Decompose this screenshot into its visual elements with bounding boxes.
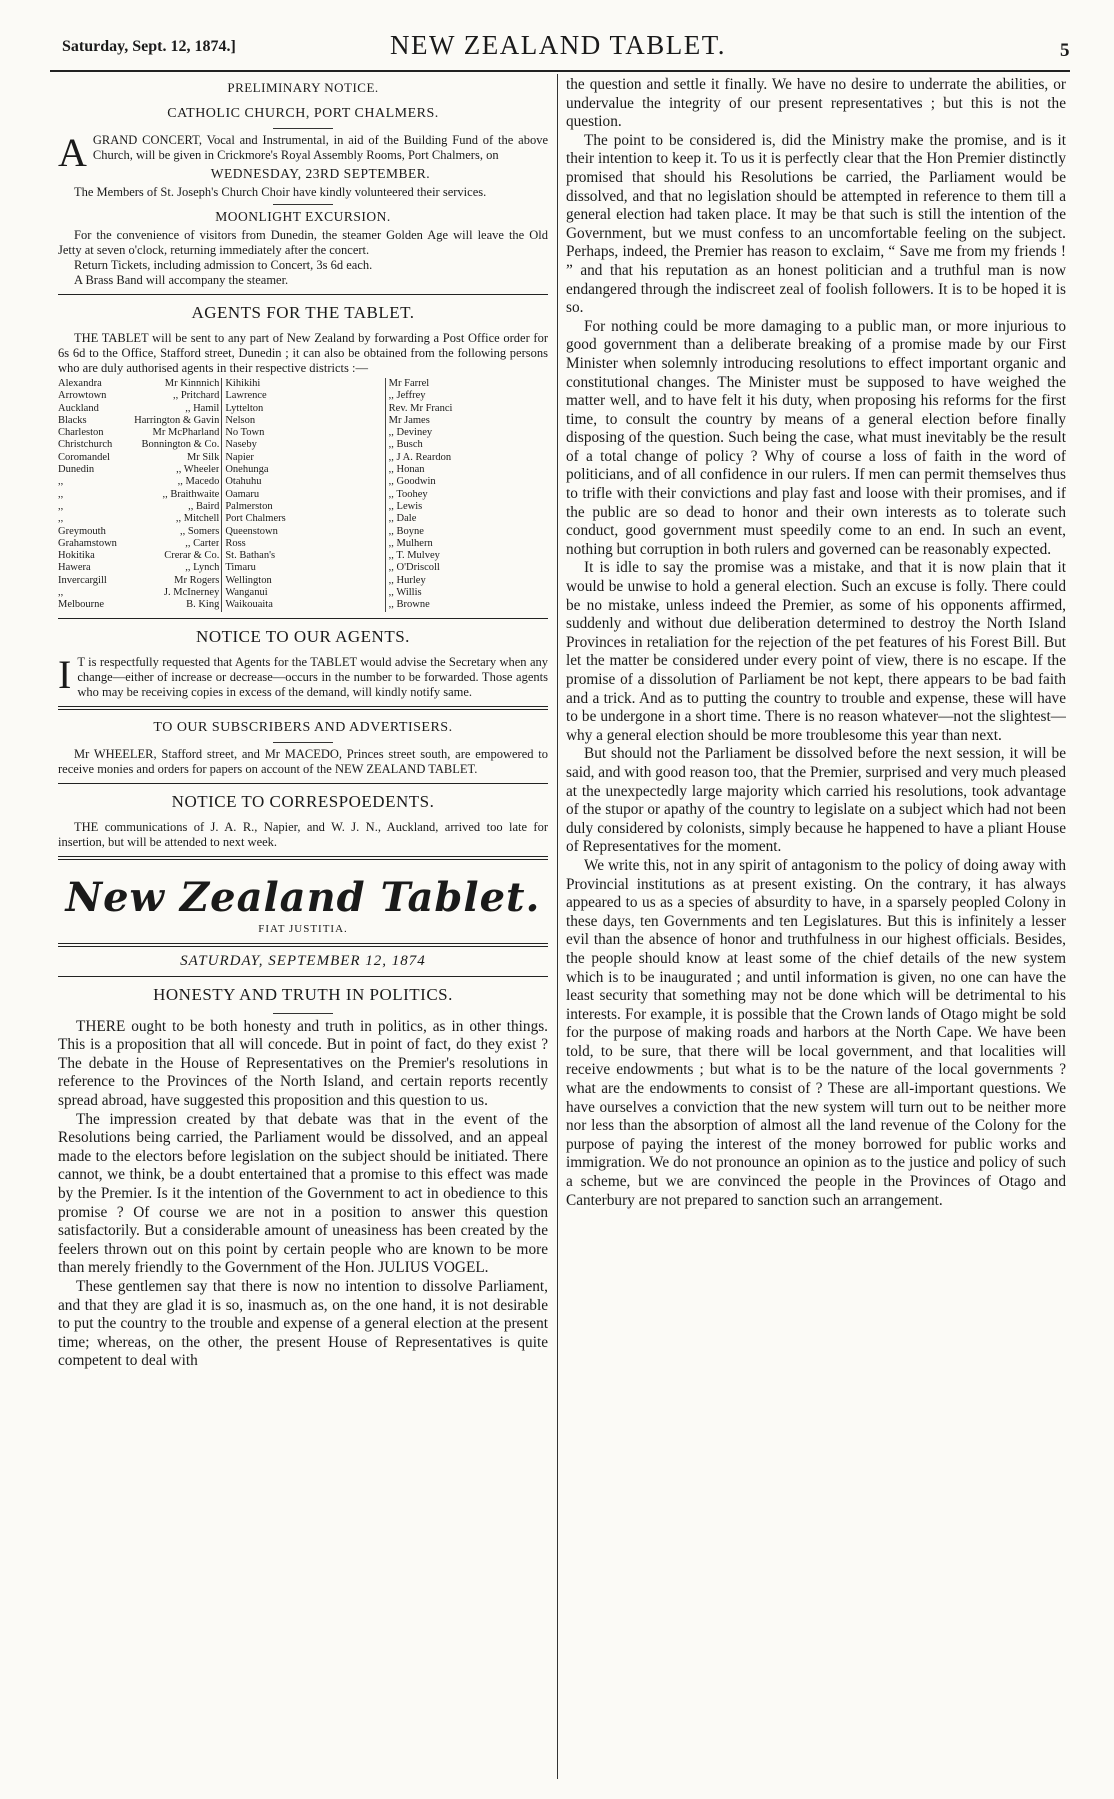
correspondents-title: NOTICE TO CORRESPOEDENTS. xyxy=(171,791,435,811)
agent-place: ,, Jeffrey xyxy=(388,390,426,402)
agent-place: ,, Browne xyxy=(388,599,430,611)
agent-place: Naseby xyxy=(225,439,257,451)
agent-row xyxy=(225,464,382,476)
agent-row xyxy=(225,415,382,427)
article-paragraph: For nothing could be more damaging to a public man, or more injurious to good government than a deliberate breaking of a promise made by our First Minister when solemnly introducing resolutions to effect important organic and constitutional changes. The Minister must be supposed to have weighed the matter well, and to have felt it his duty, when proposing his reforms for the first time, to consult the country by means of a general election before finally disposing of the question. Such being the case, what must inevitably be the result of a total change of policy ? Why of course a loss of faith in the word of politicians, and of all confidence in our rulers. If men can permit themselves thus to trifle with their convictions and play fast and loose with their promises, and if the public are so dead to honor and their own interests as to tolerate such conduct, good government must speedily come to an end. In such an event, nothing but corruption in both rulers and governed can be reasonably expected. xyxy=(566,317,1066,558)
agent-row xyxy=(58,575,219,587)
notice-agents-text: I T is respectfully requested that Agents for the TABLET would advise the Secretary when any change—either of increase or decrease—occurs in the number to be forwarded. Those agents who may be receiving copies in excess of the demand, will kindly notify same. xyxy=(58,651,548,699)
article-title: HONESTY AND TRUTH IN POLITICS. xyxy=(153,984,453,1004)
agent-place: Alexandra xyxy=(58,378,102,389)
agent-place: Kihikihi xyxy=(225,378,261,389)
agent-place: ,, xyxy=(58,587,64,599)
article-paragraph: It is idle to say the promise was a mistake, and that it is now plain that it would be unwise to hold a general election. Such an excuse is folly. There could be no mistake, unless indeed the Premier, as some of his opponents affirmed, suddenly and without due deliberation determined to destroy the North Island Provinces in retaliation for the rejection of the pet features of his Forest Bill. But let the matter be considered under every point of view, there is no escape. If the promise of a dissolution of Parliament be not kept, there appears to be bad faith and a trick. And as to putting the country to trouble and expense, these will have to be undergone in a short time. There is no reason whatever—not the slightest—why a general election should be more troublesome this year than next. xyxy=(566,559,1066,744)
left-column xyxy=(58,76,548,1776)
agent-row xyxy=(225,452,382,464)
agent-place: ,, Mulhern xyxy=(388,537,433,549)
agent-place: ,, Busch xyxy=(388,439,423,451)
agent-name: J. McInerney xyxy=(163,587,220,599)
agent-place: ,, J A. Reardon xyxy=(388,451,452,463)
correspondents-text: THE communications of J. A. R., Napier, and W. J. N., Auckland, arrived too late for insertion, but will be attended to next week. xyxy=(58,819,548,849)
divider xyxy=(58,783,548,784)
agent-place: Nelson xyxy=(225,414,256,426)
agent-row xyxy=(389,599,546,611)
agent-name: Bonnington & Co. xyxy=(141,439,220,451)
preliminary-notice-title: PRELIMINARY NOTICE. xyxy=(227,80,379,95)
agent-row xyxy=(58,439,219,451)
agent-name: Mr McPharland xyxy=(152,427,220,439)
motto: FIAT JUSTITIA. xyxy=(258,922,348,935)
article-paragraph: We write this, not in any spirit of antagonism to the policy of doing away with Provincial institutions as at present existing. On the contrary, it has always appeared to us as a species of absurdity to have, in a sparsely peopled Colony in these days, ten Governments and ten Legislatures. But this is infinitely a lesser evil than the absence of honor and truthfulness in our highest officials. Besides, the people should know at least some of the chief details of the new system which is to be inaugurated ; and until information is given, no one can have the least security that something may not be done which will be detrimental to his interests. For example, it is possible that the Crown lands of Otago might be sold for the purpose of making roads and harbors at the North Cape. We have been told, to be sure, that there will be local government, and that localities will receive endowments ; but what is to be the nature of the local governments ? what are the endowments to consist of ? These are all-important questions. We have ourselves a conviction that the new system will turn out to be neither more nor less than the absorption of almost all the land revenue of the Colony for the purpose of paying the interest of the money borrowed for public works and immigration. We do not pronounce an opinion as to the justice and policy of such a scheme, but we are convinced the people in the Provinces of Otago and Canterbury are not prepared to sanction such an arrangement. xyxy=(566,856,1066,1209)
agent-row xyxy=(225,526,382,538)
agent-place: ,, Willis xyxy=(388,587,422,599)
agent-place: Lawrence xyxy=(225,390,267,402)
agent-row xyxy=(389,427,546,439)
agent-row xyxy=(58,452,219,464)
agent-name: ,, Somers xyxy=(179,525,220,537)
agent-row xyxy=(58,464,219,476)
agent-place: ,, xyxy=(58,500,64,512)
notice-agents-title: NOTICE TO OUR AGENTS. xyxy=(196,626,410,646)
agent-row xyxy=(225,403,382,415)
agent-place: Arrowtown xyxy=(58,390,107,402)
agent-name: Mr Silk xyxy=(186,451,220,463)
moonlight-text: For the convenience of visitors from Dunedin, the steamer Golden Age will leave the Old Jetty at seven o'clock, returning immediately after the concert. xyxy=(58,228,548,257)
agent-place: ,, T. Mulvey xyxy=(388,550,440,562)
church-title: CATHOLIC CHURCH, PORT CHALMERS. xyxy=(167,106,439,121)
drop-cap: A xyxy=(58,130,87,175)
agent-row xyxy=(225,538,382,550)
masthead: New Zealand Tablet. xyxy=(65,873,541,921)
agent-row xyxy=(58,427,219,439)
agent-row xyxy=(58,562,219,574)
agent-row xyxy=(389,587,546,599)
agent-place: Dunedin xyxy=(58,464,95,476)
agent-place: St. Bathan's xyxy=(225,550,276,562)
agent-name: ,, Wheeler xyxy=(176,464,220,476)
agent-place: Auckland xyxy=(58,402,99,414)
agent-name: ,, Carter xyxy=(185,537,220,549)
agent-row xyxy=(58,550,219,562)
agents-intro: THE TABLET will be sent to any part of New Zealand by forwarding a Post Office order for 6s 6d to the Office, Stafford street, Dunedin ; it can also be obtained from the following persons who are duly authorised agents in their respective districts :— xyxy=(58,331,548,375)
header-rule xyxy=(50,70,1070,72)
agent-name: Harrington & Gavin xyxy=(134,414,220,426)
agent-row xyxy=(389,476,546,488)
double-divider xyxy=(58,706,548,710)
choir-text: The Members of St. Joseph's Church Choir have kindly volunteered their services. xyxy=(74,185,487,199)
agent-place: ,, xyxy=(58,488,64,500)
agent-row xyxy=(389,513,546,525)
agent-place: Palmerston xyxy=(225,500,273,512)
right-column xyxy=(566,76,1066,1776)
agent-row xyxy=(58,390,219,402)
agent-name: ,, Braithwaite xyxy=(162,488,220,500)
agent-place: Greymouth xyxy=(58,525,106,537)
drop-cap: I xyxy=(58,651,72,697)
article-body-right xyxy=(566,76,1066,1210)
agents-table xyxy=(58,378,548,612)
agent-row xyxy=(58,587,219,599)
agent-row xyxy=(225,562,382,574)
double-divider xyxy=(58,943,548,947)
agent-row xyxy=(225,378,382,390)
agent-row xyxy=(225,501,382,513)
agent-name: Crerar & Co. xyxy=(164,550,220,562)
concert-text: AGRAND CONCERT, Vocal and Instrumental, in aid of the Building Fund of the above Church, will be given in Crickmore's Royal Assembly Rooms, Port Chalmers, on xyxy=(58,130,548,175)
agent-place: ,, Boyne xyxy=(388,525,424,537)
divider xyxy=(58,976,548,977)
agent-row xyxy=(389,550,546,562)
article-paragraph: The impression created by that debate was that in the event of the Resolutions being carried, the Parliament would be dissolved, and an appeal made to the electors before legislation on the subject should be initiated. There cannot, we think, be a doubt entertained that a promise to this effect was made by the Premier. Is it the intention of the Government to act in obedience to this promise ? Of course we are not in a position to answer this question satisfactorily. But a considerable amount of uneasiness has been created by the feelers thrown out on this point by certain people who are known to be more than merely friendly to the Government of the Hon. JULIUS VOGEL. xyxy=(58,1110,548,1277)
agent-row xyxy=(58,599,219,611)
page-header xyxy=(0,0,1114,70)
agent-row xyxy=(389,575,546,587)
agent-place: Otahuhu xyxy=(225,476,262,488)
agent-row xyxy=(389,489,546,501)
agent-place: ,, Goodwin xyxy=(388,476,436,488)
separator xyxy=(273,742,333,743)
article-paragraph: THERE ought to be both honesty and truth in politics, as in other things. This is a proposition that all will concede. But in point of fact, do they exist ? The debate in the House of Representatives on the Premier's resolutions in reference to the Provinces of the North Island, and certain reports recently spread abroad, have suggested this proposition and this question to us. xyxy=(58,1017,548,1110)
agent-name: Mr Kinnnich xyxy=(164,378,220,389)
agents-col-3 xyxy=(385,378,548,612)
concert-date: WEDNESDAY, 23RD SEPTEMBER. xyxy=(210,166,431,181)
agent-place: Napier xyxy=(225,451,254,463)
subscribers-title: TO OUR SUBSCRIBERS AND ADVERTISERS. xyxy=(153,719,453,735)
agent-row xyxy=(389,415,546,427)
agent-row xyxy=(389,464,546,476)
agent-row xyxy=(389,378,546,390)
agent-row xyxy=(225,489,382,501)
agent-row xyxy=(225,513,382,525)
agent-row xyxy=(58,513,219,525)
agent-place: ,, Dale xyxy=(388,513,417,525)
agent-name: Mr Rogers xyxy=(174,574,220,586)
agent-place: Port Chalmers xyxy=(225,513,286,525)
agent-place: Grahamstown xyxy=(58,537,117,549)
agent-place: Ross xyxy=(225,537,246,549)
article-body-left xyxy=(58,1018,548,1371)
agent-row xyxy=(389,562,546,574)
agent-row xyxy=(58,526,219,538)
agent-name: B. King xyxy=(186,599,220,611)
agent-row xyxy=(389,403,546,415)
agent-row xyxy=(225,439,382,451)
agent-place: Blacks xyxy=(58,414,87,426)
agent-name: ,, Baird xyxy=(188,500,220,512)
agent-place: Waikouaita xyxy=(225,599,273,611)
agent-row xyxy=(58,476,219,488)
divider xyxy=(58,294,548,295)
agent-row xyxy=(389,526,546,538)
agent-row xyxy=(58,378,219,390)
article-paragraph: the question and settle it finally. We have no desire to underrate the abilities, or undervalue the integrity of our present representatives ; but this is not the question. xyxy=(566,76,1066,131)
agent-row xyxy=(225,390,382,402)
agent-place: Hawera xyxy=(58,562,91,574)
agents-col-2 xyxy=(221,378,384,612)
separator xyxy=(273,1013,333,1014)
agent-place: Queenstown xyxy=(225,525,278,537)
separator xyxy=(273,128,333,129)
article-paragraph: These gentlemen say that there is now no intention to dissolve Parliament, and that they are glad it is so, inasmuch as, on the one hand, it is not desirable to put the country to the trouble and expense of a general election at the present time; whereas, on the other, the present House of Representatives is quite competent to deal with xyxy=(58,1277,548,1370)
agent-place: Christchurch xyxy=(58,439,113,451)
agent-row xyxy=(225,575,382,587)
column-rule xyxy=(557,74,558,1779)
agent-place: Melbourne xyxy=(58,599,105,611)
agent-place: ,, Hurley xyxy=(388,574,426,586)
agent-place: Oamaru xyxy=(225,488,260,500)
agent-name: ,, Mitchell xyxy=(175,513,220,525)
agent-place: ,, xyxy=(58,513,64,525)
separator xyxy=(273,204,333,205)
agent-row xyxy=(389,439,546,451)
agent-place: ,, Honan xyxy=(388,464,425,476)
agent-row xyxy=(58,415,219,427)
agent-place: Timaru xyxy=(225,562,256,574)
agent-place: Lyttelton xyxy=(225,402,264,414)
agent-row xyxy=(389,538,546,550)
agent-place: Onehunga xyxy=(225,464,269,476)
article-paragraph: But should not the Parliament be dissolved before the next session, it will be said, and with good reason too, that the Premier, surprised and very much pleased at the unexpectedly large majority which carried his resolutions, took advantage of the stupor or apathy of the country to legislate on a subject which had not been duly considered by colonists, simply because he happened to have a pliant House of Representatives for the moment. xyxy=(566,745,1066,856)
article-paragraph: The point to be considered is, did the Ministry make the promise, and is it their intention to keep it. To us it is perfectly clear that the Hon Premier distinctly promised that should his Resolutions be carried, the Parliament would be dissolved, and that no legislation should be attempted in reference to them till a general election had taken place. It may be that such is still the intention of the Government, but we must confess to an uncomfortable feeling on the subject. Perhaps, indeed, the Premier has reason to exclaim, “ Save me from my friends ! ” and that his reputation as an honest politician and a truthful man is now endangered through the indiscreet zeal of foolish followers. It is to be hoped it is so. xyxy=(566,131,1066,317)
dateline: SATURDAY, SEPTEMBER 12, 1874 xyxy=(180,952,426,969)
agent-row xyxy=(225,587,382,599)
band-text: A Brass Band will accompany the steamer. xyxy=(74,273,289,287)
agent-place: ,, Toohey xyxy=(388,488,428,500)
agent-place: Mr James xyxy=(388,414,430,426)
agent-row xyxy=(225,550,382,562)
agent-row xyxy=(225,427,382,439)
agent-row xyxy=(58,538,219,550)
agent-place: ,, O'Driscoll xyxy=(388,562,440,574)
agent-name: ,, Hamil xyxy=(185,402,220,414)
agent-name: ,, Pritchard xyxy=(172,390,220,402)
agent-place: Mr Farrel xyxy=(388,378,430,389)
agent-place: Invercargill xyxy=(58,574,107,586)
agent-row xyxy=(389,501,546,513)
tickets-text: Return Tickets, including admission to Concert, 3s 6d each. xyxy=(74,258,373,272)
agent-place: Charleston xyxy=(58,427,104,439)
page-number: 5 xyxy=(1060,40,1070,61)
agents-title: AGENTS FOR THE TABLET. xyxy=(191,303,415,322)
divider xyxy=(58,618,548,619)
agent-row xyxy=(225,476,382,488)
agent-row xyxy=(389,390,546,402)
agent-place: ,, Lewis xyxy=(388,500,423,512)
agent-row xyxy=(389,452,546,464)
agent-row xyxy=(58,489,219,501)
subscribers-text: Mr WHEELER, Stafford street, and Mr MACEDO, Princes street south, are empowered to receive monies and orders for papers on account of the NEW ZEALAND TABLET. xyxy=(58,746,548,776)
agent-row xyxy=(58,403,219,415)
agents-col-1 xyxy=(58,378,221,612)
agent-place: No Town xyxy=(225,427,265,439)
double-divider xyxy=(58,856,548,860)
agent-name: ,, Lynch xyxy=(185,562,220,574)
agent-name: ,, Macedo xyxy=(177,476,220,488)
header-date: Saturday, Sept. 12, 1874.] xyxy=(62,38,236,55)
header-title: NEW ZEALAND TABLET. xyxy=(390,30,727,60)
agent-row xyxy=(58,501,219,513)
agent-place: Rev. Mr Franci xyxy=(388,402,453,414)
moonlight-title: MOONLIGHT EXCURSION. xyxy=(215,209,391,224)
agent-place: ,, xyxy=(58,476,64,488)
agent-place: Hokitika xyxy=(58,550,95,562)
agent-place: Coromandel xyxy=(58,451,110,463)
agent-place: Wanganui xyxy=(225,587,268,599)
agent-place: ,, Deviney xyxy=(388,427,433,439)
agent-place: Wellington xyxy=(225,574,272,586)
agent-row xyxy=(225,599,382,611)
